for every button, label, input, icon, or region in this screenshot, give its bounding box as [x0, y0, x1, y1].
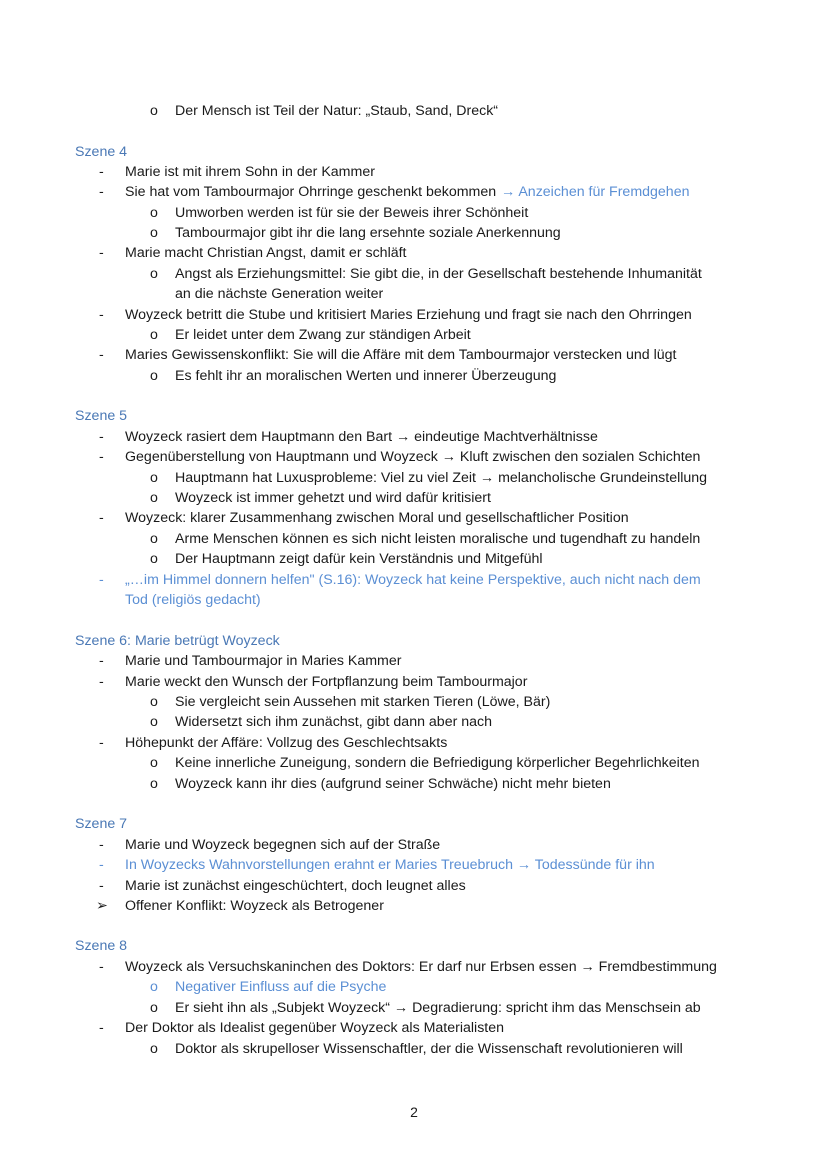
dash-bullet: - [99, 857, 104, 873]
circle-bullet: o [150, 490, 158, 506]
sub-bullet-item: Keine innerliche Zuneigung, sondern die Befriedigung körperlicher Begehrlichkeiten [175, 755, 700, 771]
dash-bullet: - [99, 837, 104, 853]
bullet-item: Gegenüberstellung von Hauptmann und Woyzeck → Kluft zwischen den sozialen Schichten [125, 449, 701, 465]
circle-bullet: o [150, 1000, 158, 1016]
circle-bullet: o [150, 205, 158, 221]
bullet-item: Marie ist mit ihrem Sohn in der Kammer [125, 164, 375, 180]
circle-bullet: o [150, 225, 158, 241]
dash-bullet: - [99, 878, 104, 894]
sub-bullet-item: Woyzeck ist immer gehetzt und wird dafür kritisiert [175, 490, 491, 506]
dash-bullet: - [99, 572, 104, 588]
circle-bullet: o [150, 776, 158, 792]
sub-bullet-item: Er leidet unter dem Zwang zur ständigen Arbeit [175, 327, 471, 343]
dash-bullet: - [99, 164, 104, 180]
circle-bullet: o [150, 979, 158, 995]
circle-bullet: o [150, 531, 158, 547]
bullet-item: Woyzeck: klarer Zusammenhang zwischen Moral und gesellschaftlicher Position [125, 510, 629, 526]
sub-bullet-item: Angst als Erziehungsmittel: Sie gibt die, in der Gesellschaft bestehende Inhumanität [175, 266, 702, 282]
bullet-item: Marie macht Christian Angst, damit er schläft [125, 245, 407, 261]
dash-bullet: - [99, 674, 104, 690]
section-heading: Szene 6: Marie betrügt Woyzeck [75, 633, 280, 649]
bullet-item: In Woyzecks Wahnvorstellungen erahnt er Maries Treuebruch → Todessünde für ihn [125, 857, 655, 873]
bullet-item: Woyzeck als Versuchskaninchen des Doktors: Er darf nur Erbsen essen → Fremdbestimmung [125, 959, 717, 975]
sub-bullet-continuation: an die nächste Generation weiter [175, 286, 384, 302]
dash-bullet: - [99, 307, 104, 323]
bullet-continuation: Tod (religiös gedacht) [125, 592, 261, 608]
bullet-item: Marie weckt den Wunsch der Fortpflanzung beim Tambourmajor [125, 674, 528, 690]
circle-bullet: o [150, 1041, 158, 1057]
sub-bullet-item: Negativer Einfluss auf die Psyche [175, 979, 387, 995]
sub-bullet-item: Es fehlt ihr an moralischen Werten und innerer Überzeugung [175, 368, 557, 384]
dash-bullet: - [99, 245, 104, 261]
dash-bullet: - [99, 184, 104, 200]
bullet-item: Woyzeck rasiert dem Hauptmann den Bart → eindeutige Machtverhältnisse [125, 429, 598, 445]
circle-bullet: o [150, 470, 158, 486]
arrow-bullet-item: Offener Konflikt: Woyzeck als Betrogener [125, 898, 384, 914]
sub-bullet-item: Umworben werden ist für sie der Beweis ihrer Schönheit [175, 205, 529, 221]
dash-bullet: - [99, 959, 104, 975]
highlight-annotation: → Anzeichen für Fremdgehen [501, 184, 690, 200]
sub-bullet-item: Arme Menschen können es sich nicht leisten moralische und tugendhaft zu handeln [175, 531, 701, 547]
bullet-item: Marie und Woyzeck begegnen sich auf der Straße [125, 837, 441, 853]
dash-bullet: - [99, 429, 104, 445]
sub-bullet-item: Sie vergleicht sein Aussehen mit starken Tieren (Löwe, Bär) [175, 694, 551, 710]
bullet-item: Marie und Tambourmajor in Maries Kammer [125, 653, 402, 669]
circle-bullet: o [150, 103, 158, 119]
sub-bullet-item: Der Hauptmann zeigt dafür kein Verständnis und Mitgefühl [175, 551, 543, 567]
circle-bullet: o [150, 266, 158, 282]
section-heading: Szene 5 [75, 408, 128, 424]
circle-bullet: o [150, 368, 158, 384]
bullet-item: Höhepunkt der Affäre: Vollzug des Geschlechtsakts [125, 735, 448, 751]
circle-bullet: o [150, 327, 158, 343]
sub-bullet-item: Er sieht ihn als „Subjekt Woyzeck“ → Degradierung: spricht ihm das Menschsein ab [175, 1000, 701, 1016]
circle-bullet: o [150, 551, 158, 567]
section-heading: Szene 7 [75, 816, 128, 832]
dash-bullet: - [99, 449, 104, 465]
circle-bullet: o [150, 694, 158, 710]
bullet-item: Der Doktor als Idealist gegenüber Woyzeck als Materialisten [125, 1020, 505, 1036]
sub-bullet-item: Doktor als skrupelloser Wissenschaftler, der die Wissenschaft revolutionieren will [175, 1041, 683, 1057]
bullet-item: Maries Gewissenskonflikt: Sie will die Affäre mit dem Tambourmajor verstecken und lügt [125, 347, 677, 363]
bullet-item: Marie ist zunächst eingeschüchtert, doch leugnet alles [125, 878, 466, 894]
section-heading: Szene 4 [75, 144, 128, 160]
sub-bullet-item: Hauptmann hat Luxusprobleme: Viel zu viel Zeit → melancholische Grundeinstellung [175, 470, 708, 486]
sub-bullet-item: Tambourmajor gibt ihr die lang ersehnte soziale Anerkennung [175, 225, 561, 241]
bullet-item: „…im Himmel donnern helfen" (S.16): Woyzeck hat keine Perspektive, auch nicht nach dem [125, 572, 701, 588]
bullet-item: Sie hat vom Tambourmajor Ohrringe geschenkt bekommen [125, 184, 497, 200]
circle-bullet: o [150, 714, 158, 730]
page-number: 2 [410, 1104, 418, 1120]
dash-bullet: - [99, 653, 104, 669]
section-heading: Szene 8 [75, 938, 128, 954]
dash-bullet: - [99, 1020, 104, 1036]
arrow-bullet-icon: ➢ [96, 898, 108, 914]
sub-bullet-item: Woyzeck kann ihr dies (aufgrund seiner Schwäche) nicht mehr bieten [175, 776, 611, 792]
sub-bullet-item: Der Mensch ist Teil der Natur: „Staub, Sand, Dreck“ [175, 103, 499, 119]
circle-bullet: o [150, 755, 158, 771]
dash-bullet: - [99, 735, 104, 751]
sub-bullet-item: Widersetzt sich ihm zunächst, gibt dann aber nach [175, 714, 493, 730]
dash-bullet: - [99, 510, 104, 526]
dash-bullet: - [99, 347, 104, 363]
bullet-item: Woyzeck betritt die Stube und kritisiert Maries Erziehung und fragt sie nach den Ohrringen [125, 307, 692, 323]
